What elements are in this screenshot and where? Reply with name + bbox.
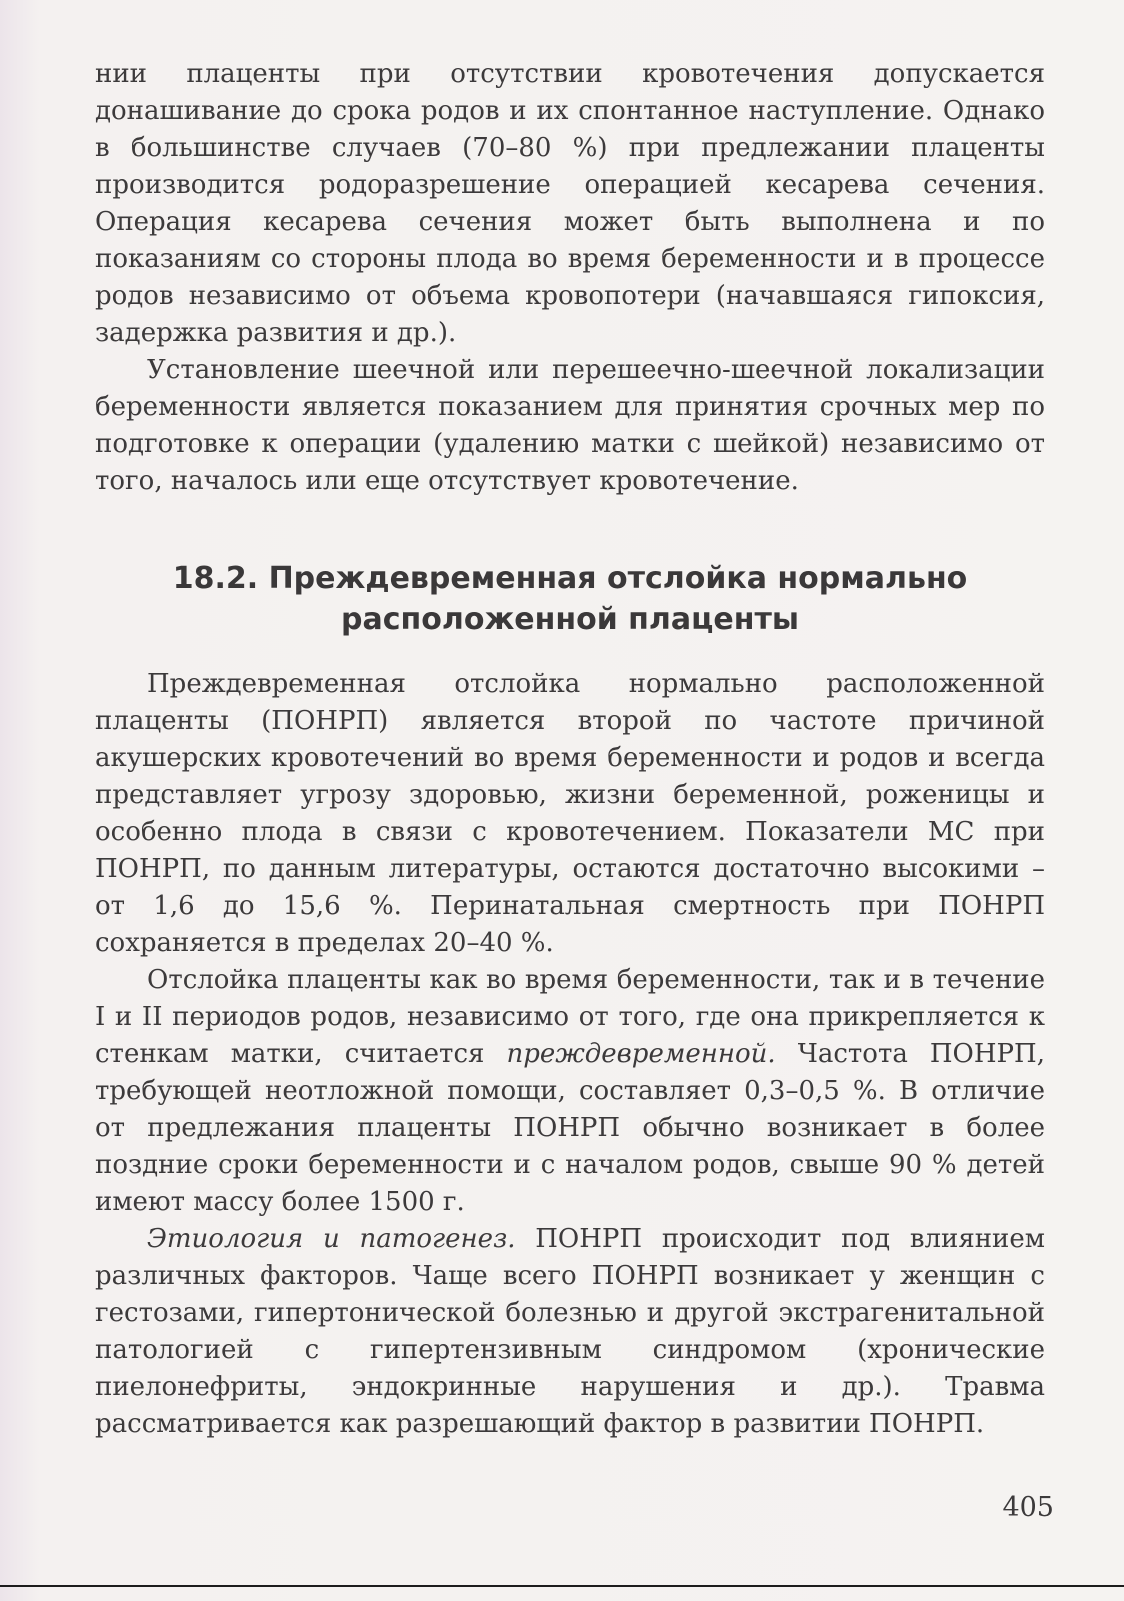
- section-text-block: [95, 666, 1045, 1443]
- section-heading: [95, 558, 1045, 640]
- p2-end: Частота ПОНРП, требующей неотложной помощи, составляет 0,3–0,5 %. В отличие от предлежания плаценты ПОНРП обычно возникает в более поздние сроки беременности и с началом родов, свыше 90 % детей имеют массу более 1500 г.: [95, 1039, 1045, 1217]
- paragraph-ponrp-definition: [95, 962, 1045, 1221]
- p2-italic-term: преждевременной.: [506, 1039, 776, 1069]
- page-number: 405: [1002, 1492, 1054, 1523]
- heading-line-1: 18.2. Преждевременная отслойка нормально: [172, 561, 968, 596]
- p3-end: ПОНРП происходит под влиянием различных факторов. Чаще всего ПОНРП возникает у женщин с гестозами, гипертонической болезнью и другой экстрагенитальной патологией с гипертензивным синдромом (хронические пиелонефриты, эндокринные нарушения и др.). Травма рассматривается как разрешающий фактор в развитии ПОНРП.: [95, 1224, 1045, 1439]
- paragraph-continuation: нии плаценты при отсутствии кровотечения допускается донашивание до срока родов и их спонтанное наступление. Однако в большинстве случаев (70–80 %) при предлежании плаценты производится родоразрешение операцией кесарева сечения. Операция кесарева сечения может быть выполнена и по показаниям со стороны плода во время беременности и в процессе родов независимо от объема кровопотери (начавшаяся гипоксия, задержка развития и др.).: [95, 59, 1045, 348]
- p2-start: Отслойка плаценты как во время беременности, так и в течение I и II периодов родов, независимо от того, где она прикрепляется к стенкам матки, считается: [95, 965, 1045, 1069]
- paragraph-etiology: [95, 1221, 1045, 1443]
- heading-line-2: расположенной плаценты: [341, 602, 799, 637]
- paragraph-cervical-localization: Установление шеечной или перешеечно-шеечной локализации беременности является показанием для принятия срочных мер по подготовке к операции (удалению матки с шейкой) независимо от того, началось или еще отсутствует кровотечение.: [95, 355, 1045, 496]
- p3-italic-term: Этиология и патогенез.: [147, 1224, 516, 1254]
- top-text-block: [95, 56, 1045, 500]
- page-bottom-edge: [0, 1585, 1124, 1587]
- paragraph-ponrp-intro: Преждевременная отслойка нормально расположенной плаценты (ПОНРП) является второй по частоте причиной акушерских кровотечений во время беременности и родов и всегда представляет угрозу здоровью, жизни беременной, роженицы и особенно плода в связи с кровотечением. Показатели МС при ПОНРП, по данным литературы, остаются достаточно высокими – от 1,6 до 15,6 %. Перинатальная смертность при ПОНРП сохраняется в пределах 20–40 %.: [95, 669, 1045, 958]
